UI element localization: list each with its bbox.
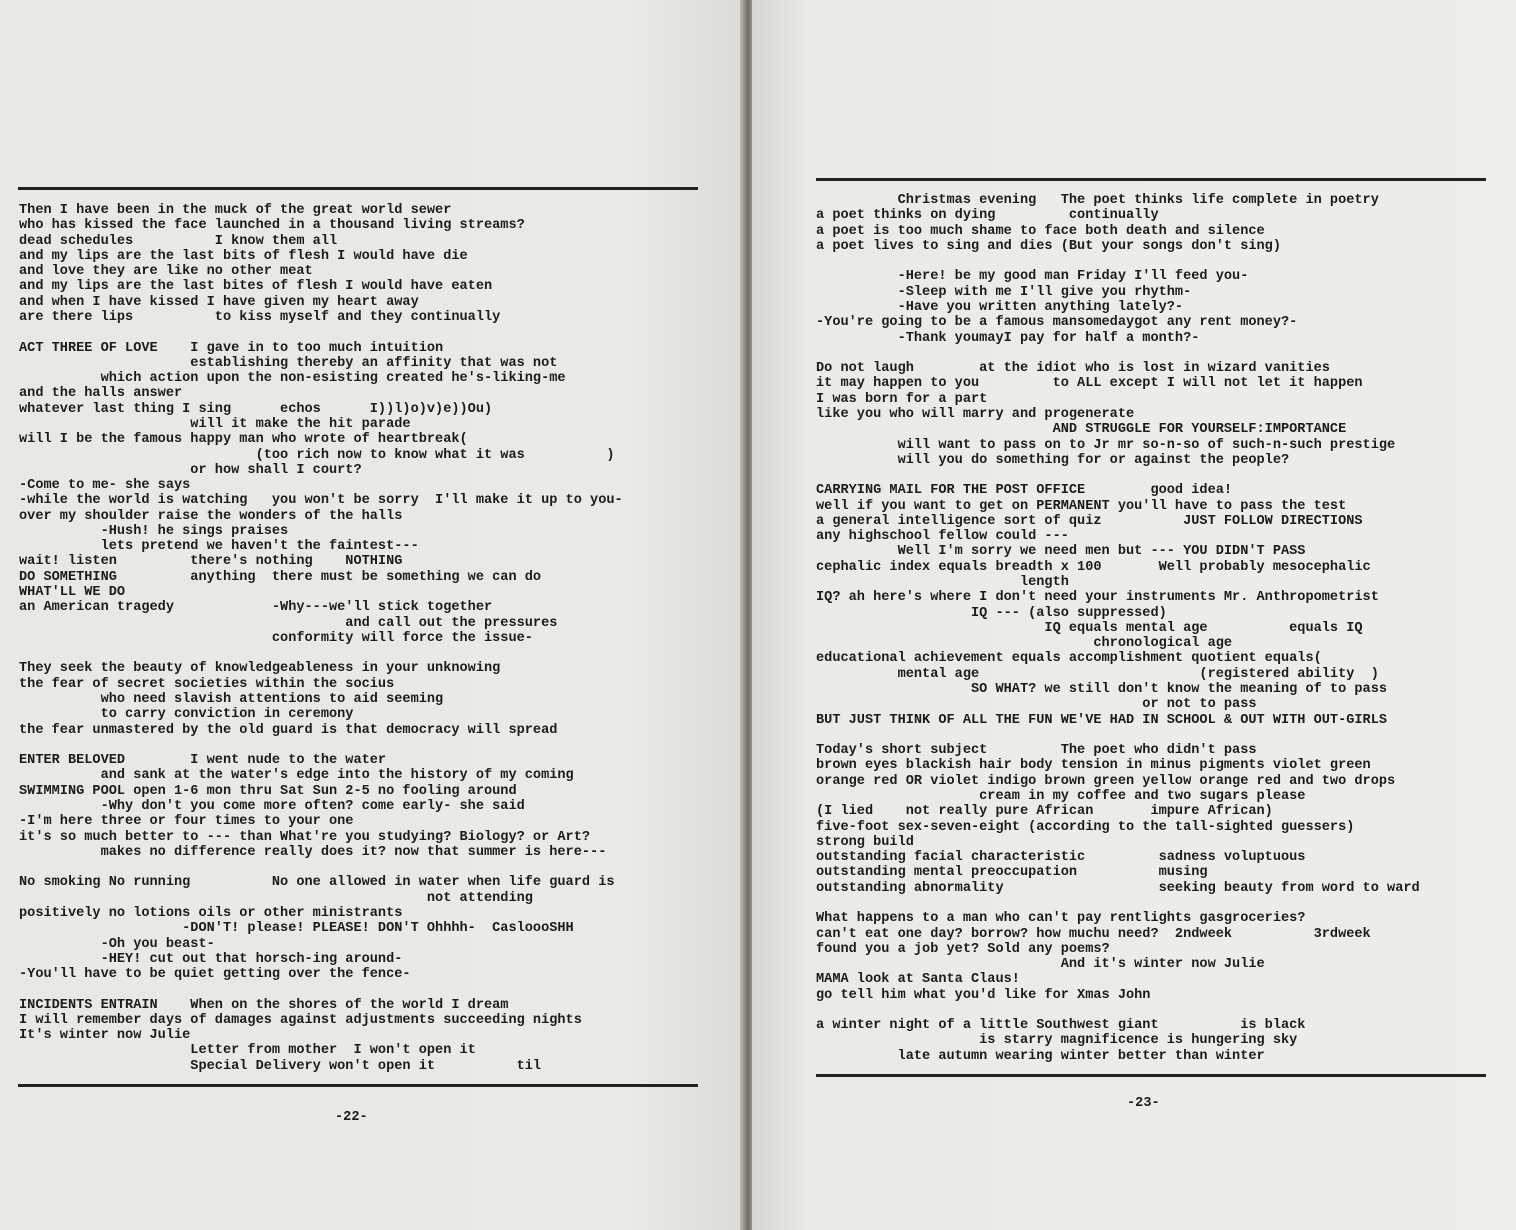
right-page (752, 0, 1516, 1230)
poem-text: Christmas evening The poet thinks life complete in poetry a poet thinks on dying continually a poet is too much shame to face both death and silence a poet lives to sing and dies (But your songs don't sing) -Here! be my good man Friday I'll feed you- -Sleep with me I'll give you rhythm- -Have you written anything lately?- -You're going to be a famous mansomedaygot any rent money?- -Thank youmayI pay for half a month?- Do not laugh at the idiot who is lost in wizard vanities it may happen to you to ALL except I will not let it happen I was born for a part like you who will marry and progenerate AND STRUGGLE FOR YOURSELF:IMPORTANCE will want to pass on to Jr mr so-n-so of such-n-such prestige will you do something for or against the people? CARRYING MAIL FOR THE POST OFFICE good idea! well if you want to get on PERMANENT you'll have to pass the test a general intelligence sort of quiz JUST FOLLOW DIRECTIONS any highschool fellow could --- Well I'm sorry we need men but --- YOU DIDN'T PASS cephalic index equals breadth x 100 Well probably mesocephalic length IQ? ah here's where I don't need your instruments Mr. Anthropometrist IQ --- (also suppressed) IQ equals mental age equals IQ chronological age educational achievement equals accomplishment quotient equals( mental age (registered ability ) SO WHAT? we still don't know the meaning of to pass or not to pass BUT JUST THINK OF ALL THE FUN WE'VE HAD IN SCHOOL & OUT WITH OUT-GIRLS Today's short subject The poet who didn't pass brown eyes blackish hair body tension in minus pigments violet green orange red OR violet indigo brown green yellow orange red and two drops cream in my coffee and two sugars please (I lied not really pure African impure African) five-foot sex-seven-eight (according to the tall-sighted guessers) strong build outstanding facial characteristic sadness voluptuous outstanding mental preoccupation musing outstanding abnormality seeking beauty from word to ward What happens to a man who can't pay rentlights gasgroceries? can't eat one day? borrow? how muchu need? 2ndweek 3rdweek found you a job yet? Sold any poems? And it's winter now Julie MAMA look at Santa Claus! go tell him what you'd like for Xmas John a winter night of a little Southwest giant is black is starry magnificence is hungering sky late autumn wearing winter better than winter (816, 193, 1420, 1064)
left-page (0, 0, 748, 1230)
page-number: -22- (335, 1110, 368, 1125)
top-rule (18, 187, 698, 190)
bottom-rule (816, 1074, 1486, 1077)
poem-text: Then I have been in the muck of the great world sewer who has kissed the face launched in a thousand living streams? dead schedules I know them all and my lips are the last bits of flesh I would have die and love they are like no other meat and my lips are the last bites of flesh I would have eaten and when I have kissed I have given my heart away are there lips to kiss myself and they continually ACT THREE OF LOVE I gave in to too much intuition establishing thereby an affinity that was not which action upon the non-esisting created he's-liking-me and the halls answer whatever last thing I sing echos I))l)o)v)e))Ou) will it make the hit parade will I be the famous happy man who wrote of heartbreak( (too rich now to know what it was ) or how shall I court? -Come to me- she says -while the world is watching you won't be sorry I'll make it up to you- over my shoulder raise the wonders of the halls -Hush! he sings praises lets pretend we haven't the faintest--- wait! listen there's nothing NOTHING DO SOMETHING anything there must be something we can do WHAT'LL WE DO an American tragedy -Why---we'll stick together and call out the pressures conformity will force the issue- They seek the beauty of knowledgeableness in your unknowing the fear of secret societies within the socius who need slavish attentions to aid seeming to carry conviction in ceremony the fear unmastered by the old guard is that democracy will spread ENTER BELOVED I went nude to the water and sank at the water's edge into the history of my coming SWIMMING POOL open 1-6 mon thru Sat Sun 2-5 no fooling around -Why don't you come more often? come early- she said -I'm here three or four times to your one it's so much better to --- than What're you studying? Biology? or Art? makes no difference really does it? now that summer is here--- No smoking No running No one allowed in water when life guard is not attending positively no lotions oils or other ministrants -DON'T! please! PLEASE! DON'T Ohhhh- CaslooоSHH -Oh you beast- -HEY! cut out that horsch-ing around- -You'll have to be quiet getting over the fence- INCIDENTS ENTRAIN When on the shores of the world I dream I will remember days of damages against adjustments succeeding nights It's winter now Julie Letter from mother I won't open it Special Delivery won't open it til (19, 203, 623, 1074)
top-rule (816, 178, 1486, 181)
bottom-rule (18, 1084, 698, 1087)
page-number: -23- (1127, 1096, 1160, 1111)
